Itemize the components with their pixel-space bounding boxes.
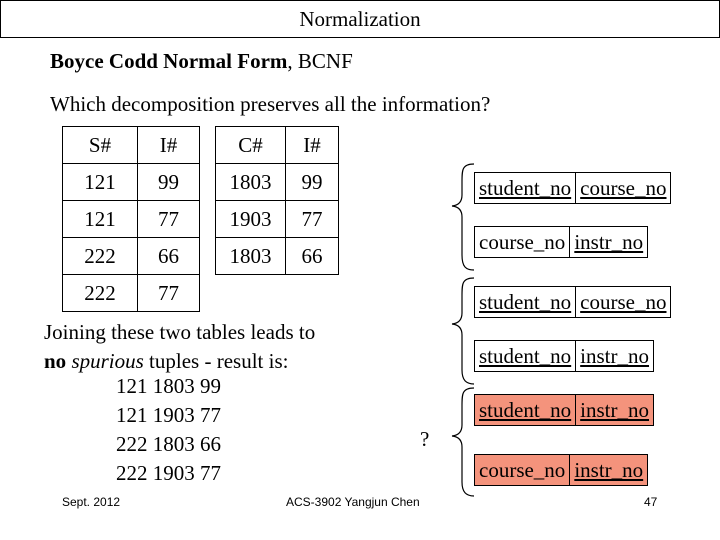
- join-result-row: 222 1903 77: [116, 461, 221, 485]
- brace-1: [452, 164, 474, 270]
- relation-attribute: course_no: [575, 173, 670, 203]
- relation-attribute: student_no: [479, 398, 572, 422]
- question-mark: ?: [420, 427, 430, 451]
- relation-student-course: [474, 172, 671, 204]
- table-cell: 222: [63, 238, 138, 275]
- footer-page-number: 47: [644, 495, 658, 509]
- table-cell: 77: [138, 201, 200, 238]
- table-row: [63, 164, 200, 201]
- relation-attribute: instr_no: [575, 341, 653, 371]
- table-header-row: [216, 127, 339, 164]
- table-cell: 1803: [216, 164, 286, 201]
- heading-rest: , BCNF: [287, 49, 353, 73]
- footer-course: ACS-3902 Yangjun Chen: [286, 495, 420, 509]
- table-header-cell: I#: [286, 127, 339, 164]
- relation-attribute: instr_no: [569, 227, 647, 257]
- relation-attribute: instr_no: [575, 395, 653, 425]
- table-cell: 121: [63, 164, 138, 201]
- explanation-line-1: Joining these two tables leads to: [44, 320, 316, 344]
- table-cell: 77: [286, 201, 339, 238]
- table-header-cell: S#: [63, 127, 138, 164]
- relation-attribute: student_no: [479, 290, 572, 314]
- relation-attribute: student_no: [479, 176, 572, 200]
- relation-student-course: [474, 286, 671, 318]
- question-text: Which decomposition preserves all the information?: [50, 92, 491, 116]
- slide-title: Normalization: [0, 0, 720, 38]
- relation-attribute: instr_no: [569, 455, 647, 485]
- relation-course-instr: [474, 226, 648, 258]
- explanation-line-2: [44, 347, 315, 376]
- table-cell: 66: [138, 238, 200, 275]
- join-result-row: 121 1903 77: [116, 403, 221, 427]
- heading-bold: Boyce Codd Normal Form: [50, 49, 288, 73]
- table-cell: 77: [138, 275, 200, 312]
- table-row: [63, 201, 200, 238]
- relation-student-instr: [474, 340, 654, 372]
- table-header-row: [63, 127, 200, 164]
- brace-3: [452, 388, 474, 496]
- relation-attribute: course_no: [479, 230, 566, 254]
- table-row: [216, 164, 339, 201]
- table-student-instructor: [62, 126, 200, 312]
- table-cell: 99: [286, 164, 339, 201]
- relation-attribute: student_no: [479, 344, 572, 368]
- table-cell: 1903: [216, 201, 286, 238]
- join-result-row: 121 1803 99: [116, 374, 221, 398]
- table-cell: 222: [63, 275, 138, 312]
- table-row: [63, 275, 200, 312]
- slide-heading: [50, 49, 353, 74]
- table-row: [216, 201, 339, 238]
- table-row: [216, 238, 339, 275]
- brace-2: [452, 278, 474, 384]
- relation-student-instr-highlighted: [474, 394, 654, 426]
- explanation-no: no: [44, 349, 67, 373]
- table-header-cell: C#: [216, 127, 286, 164]
- table-cell: 66: [286, 238, 339, 275]
- relation-attribute: course_no: [479, 458, 566, 482]
- table-cell: 1803: [216, 238, 286, 275]
- join-result-row: 222 1803 66: [116, 432, 221, 456]
- table-row: [63, 238, 200, 275]
- table-header-cell: I#: [138, 127, 200, 164]
- table-course-instructor: [215, 126, 339, 275]
- explanation-spurious: spurious: [71, 349, 144, 373]
- join-explanation: [44, 318, 315, 376]
- table-cell: 121: [63, 201, 138, 238]
- relation-attribute: course_no: [575, 287, 670, 317]
- footer-date: Sept. 2012: [62, 495, 121, 509]
- table-cell: 99: [138, 164, 200, 201]
- explanation-rest: tuples - result is:: [143, 349, 289, 373]
- relation-course-instr-highlighted: [474, 454, 648, 486]
